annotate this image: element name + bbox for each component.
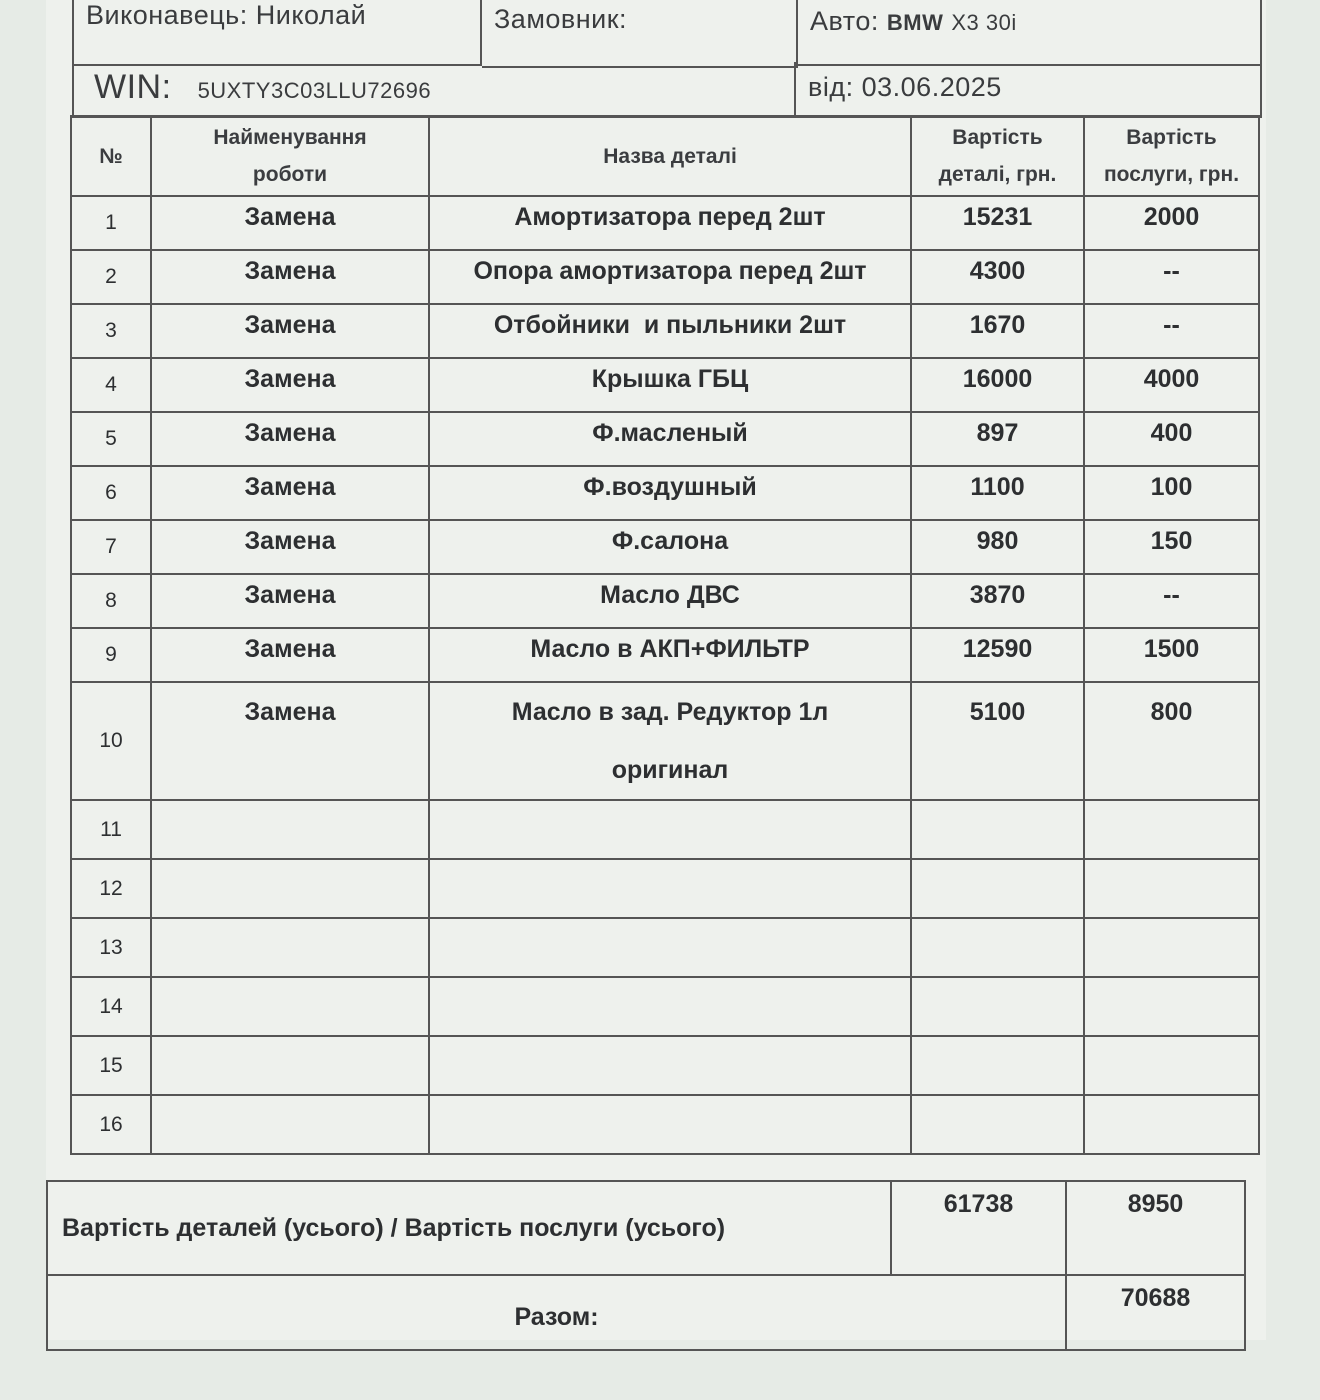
col-part-cost-header [911, 116, 1084, 196]
vin-value: 5UXTY3C03LLU72696 [197, 78, 432, 103]
row-work: Замена [151, 466, 429, 520]
row-work: Замена [151, 304, 429, 358]
row-part-cost [911, 1036, 1084, 1095]
row-number: 2 [71, 250, 151, 304]
auto-brand: BMW [886, 10, 944, 35]
row-part-cost [911, 800, 1084, 859]
row-work: Замена [151, 358, 429, 412]
row-part [429, 859, 911, 918]
row-work: Замена [151, 412, 429, 466]
row-number: 16 [71, 1095, 151, 1154]
row-number: 6 [71, 466, 151, 520]
row-service-cost [1084, 918, 1259, 977]
row-number: 13 [71, 918, 151, 977]
row-service-cost [1084, 800, 1259, 859]
table-header-row [71, 116, 1259, 196]
row-part: Масло в АКП+ФИЛЬТР [429, 628, 911, 682]
row-work: Замена [151, 250, 429, 304]
row-number: 12 [71, 859, 151, 918]
row-service-cost: 400 [1084, 412, 1259, 466]
row-number: 1 [71, 196, 151, 250]
col-part-cost-header-line2: деталі, грн. [938, 163, 1057, 186]
table-row-empty [71, 1036, 1259, 1095]
vin-cell [72, 62, 796, 118]
row-part: Ф.салона [429, 520, 911, 574]
row-part-cost: 897 [911, 412, 1084, 466]
row-part-cost: 980 [911, 520, 1084, 574]
executor-cell [72, 0, 482, 66]
row-part [429, 1095, 911, 1154]
row-number: 8 [71, 574, 151, 628]
services-total: 8950 [1066, 1181, 1245, 1275]
row-part-cost: 5100 [911, 682, 1084, 800]
row-work: Замена [151, 682, 429, 800]
customer-cell [482, 0, 798, 68]
vin-label: WIN: [94, 68, 172, 106]
col-work-header [151, 116, 429, 196]
row-part-cost: 15231 [911, 196, 1084, 250]
row-part-cost [911, 977, 1084, 1036]
row-part [429, 977, 911, 1036]
row-service-cost: -- [1084, 574, 1259, 628]
row-work: Замена [151, 196, 429, 250]
row-service-cost: 150 [1084, 520, 1259, 574]
row-work: Замена [151, 574, 429, 628]
row-part: Ф.масленый [429, 412, 911, 466]
row-part [429, 682, 911, 800]
row-part-cost: 12590 [911, 628, 1084, 682]
table-row [71, 520, 1259, 574]
row-part: Ф.воздушный [429, 466, 911, 520]
row-number: 10 [71, 682, 151, 800]
row-number: 5 [71, 412, 151, 466]
work-table [70, 115, 1260, 1155]
table-row-empty [71, 800, 1259, 859]
row-service-cost: 800 [1084, 682, 1259, 800]
row-work [151, 1095, 429, 1154]
row-part-cost: 16000 [911, 358, 1084, 412]
row-number: 9 [71, 628, 151, 682]
row-part: Опора амортизатора перед 2шт [429, 250, 911, 304]
table-row-empty [71, 859, 1259, 918]
row-part: Отбойники и пыльники 2шт [429, 304, 911, 358]
date-cell [796, 62, 1262, 118]
row-work: Замена [151, 520, 429, 574]
row-number: 4 [71, 358, 151, 412]
row-service-cost: 2000 [1084, 196, 1259, 250]
table-row [71, 574, 1259, 628]
table-row [71, 196, 1259, 250]
row-part: Крышка ГБЦ [429, 358, 911, 412]
parts-total: 61738 [891, 1181, 1066, 1275]
table-row-empty [71, 977, 1259, 1036]
row-work [151, 800, 429, 859]
row-part-cost [911, 1095, 1084, 1154]
row-service-cost [1084, 1095, 1259, 1154]
row-work [151, 918, 429, 977]
row-service-cost: -- [1084, 304, 1259, 358]
table-row [71, 628, 1259, 682]
row-part [429, 918, 911, 977]
date-label: від: [808, 72, 854, 102]
table-row-empty [71, 918, 1259, 977]
row-part-cost [911, 859, 1084, 918]
row-part-cost: 3870 [911, 574, 1084, 628]
col-part-cost-header-line1: Вартість [952, 126, 1043, 149]
row-part-cost: 4300 [911, 250, 1084, 304]
table-row [71, 682, 1259, 800]
row-part [429, 800, 911, 859]
auto-cell [798, 0, 1262, 66]
totals-table [46, 1180, 1246, 1351]
row-part: Масло ДВС [429, 574, 911, 628]
table-row [71, 412, 1259, 466]
row-service-cost: 100 [1084, 466, 1259, 520]
col-service-cost-header-line2: послуги, грн. [1103, 163, 1240, 186]
row-service-cost: 1500 [1084, 628, 1259, 682]
table-row-empty [71, 1095, 1259, 1154]
row-part: Амортизатора перед 2шт [429, 196, 911, 250]
row-part-line2: оригинал [611, 756, 729, 784]
row-number: 3 [71, 304, 151, 358]
grand-total-label: Разом: [47, 1275, 1066, 1350]
row-number: 14 [71, 977, 151, 1036]
table-row [71, 304, 1259, 358]
subtotal-label: Вартість деталей (усього) / Вартість послуги (усього) [47, 1181, 891, 1275]
row-work [151, 859, 429, 918]
grand-total: 70688 [1066, 1275, 1245, 1350]
row-work: Замена [151, 628, 429, 682]
auto-label: Авто: [810, 6, 879, 36]
row-number: 11 [71, 800, 151, 859]
col-part-header: Назва деталі [429, 116, 911, 196]
table-row [71, 250, 1259, 304]
row-work [151, 1036, 429, 1095]
subtotal-row [47, 1181, 1245, 1275]
col-service-cost-header-line1: Вартість [1126, 126, 1217, 149]
executor-label: Виконавець: [86, 0, 248, 30]
table-row [71, 358, 1259, 412]
customer-label: Замовник: [494, 4, 628, 34]
table-row [71, 466, 1259, 520]
row-part-cost: 1100 [911, 466, 1084, 520]
col-work-header-line1: Найменування [213, 126, 367, 149]
col-num-header: № [71, 116, 151, 196]
row-number: 7 [71, 520, 151, 574]
row-part [429, 1036, 911, 1095]
row-service-cost [1084, 977, 1259, 1036]
auto-model: X3 30i [951, 10, 1017, 35]
row-service-cost: 4000 [1084, 358, 1259, 412]
row-service-cost [1084, 859, 1259, 918]
row-service-cost: -- [1084, 250, 1259, 304]
col-work-header-line2: роботи [252, 163, 328, 186]
row-service-cost [1084, 1036, 1259, 1095]
row-part-line1: Масло в зад. Редуктор 1л [511, 698, 829, 726]
row-work [151, 977, 429, 1036]
date-value: 03.06.2025 [861, 72, 1002, 102]
row-number: 15 [71, 1036, 151, 1095]
executor-value: Николай [255, 0, 367, 30]
col-service-cost-header [1084, 116, 1259, 196]
grand-total-row [47, 1275, 1245, 1350]
row-part-cost: 1670 [911, 304, 1084, 358]
row-part-cost [911, 918, 1084, 977]
